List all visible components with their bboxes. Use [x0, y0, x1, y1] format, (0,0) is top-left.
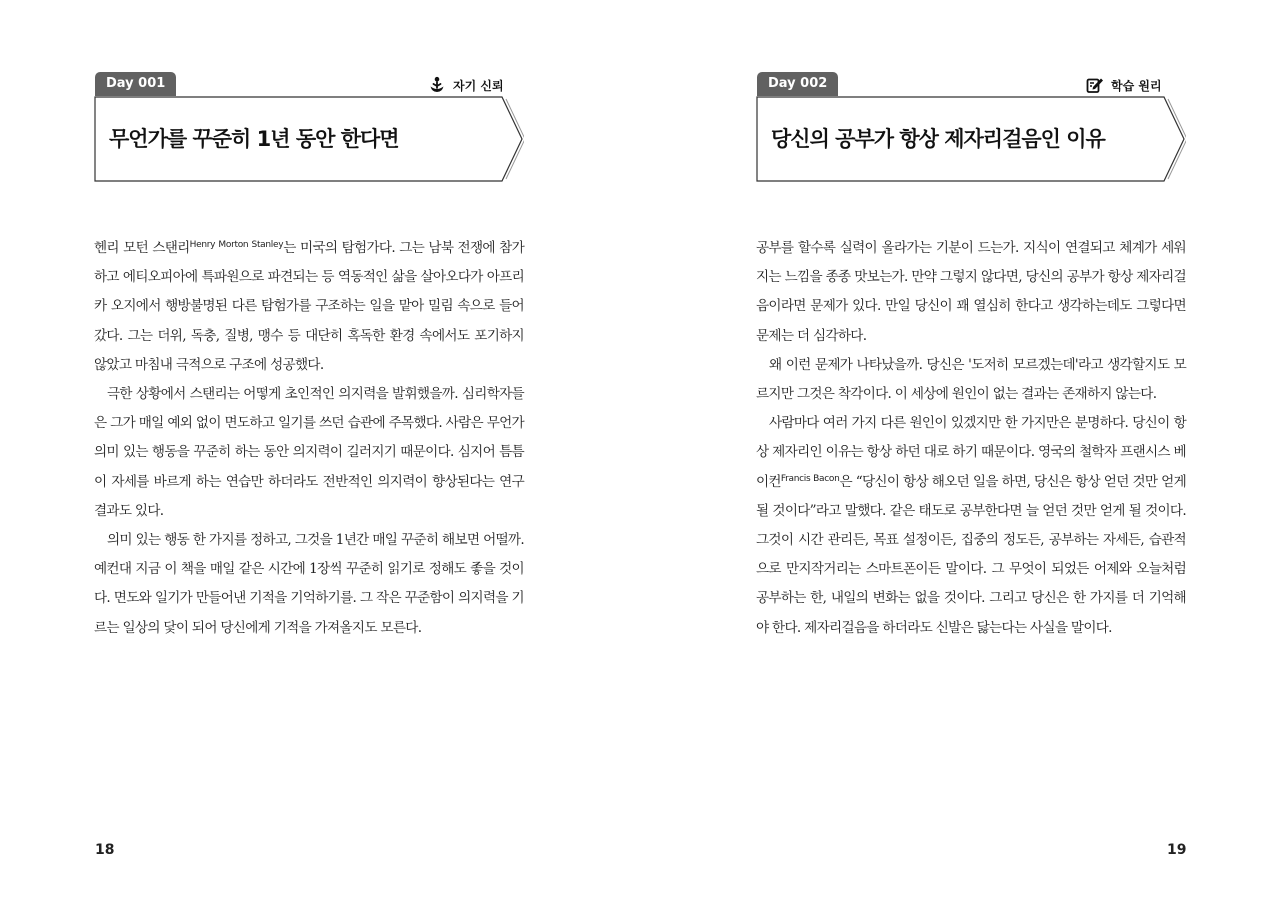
paragraph: [94, 526, 524, 643]
paragraph-text: 은 “당신이 항상 해오던 일을 하면, 당신은 항상 얻던 것만 얻게 될 것이다”라고 말했다. 같은 태도로 공부한다면 늘 얻던 것만 얻게 될 것이다. 그것이 시간 관리든, 목표 설정이든, 집중의 정도든, 공부하는 자세든, 습관적으로 만지작거리는 스마트폰이든 말이다. 그 무엇이 되었든 어제와 오늘처럼 공부하는 한, 내일의 변화는 없을 것이다. 그리고 당신은 한 가지를 더 기억해야 한다. 제자리걸음을 하더라도 신발은 닳는다는 사실을 말이다.: [756, 473, 1187, 636]
paragraph-text: 극한 상황에서 스탠리는 어떻게 초인적인 의지력을 발휘했을까. 심리학자들은 그가 매일 예외 없이 면도하고 일기를 쓰던 습관에 주목했다. 사람은 무언가 의미 있는 행동을 꾸준히 하는 동안 의지력이 길러지기 때문이다. 심지어 틈틈이 자세를 바르게 하는 연습만 하더라도 전반적인 의지력이 향상된다는 연구 결과도 있다.: [94, 386, 524, 519]
title-box: [756, 96, 1186, 182]
paragraph-text: 사람마다 여러 가지 다른 원인이 있겠지만 한 가지만은 분명하다. 당신이 항상 제자리인 이유는 항상 하던 대로 하기 때문이다. 영국의 철학자 프랜시스 베이컨: [756, 415, 1186, 490]
category-label: 자기 신뢰: [453, 78, 504, 93]
paragraph: [756, 409, 1186, 643]
paragraph-text: 는 미국의 탐험가다. 그는 남북 전쟁에 참가하고 에티오피아에 특파원으로 파견되는 등 역동적인 삶을 살아오다가 아프리카 오지에서 행방불명된 다른 탐험가를 구조하는 일을 맡아 밀림 속으로 들어갔다. 그는 더위, 독충, 질병, 맹수 등 대단히 혹독한 환경 속에서도 포기하지 않았고 마침내 극적으로 구조에 성공했다.: [94, 240, 525, 373]
original-name-superscript: Henry Morton Stanley: [189, 240, 284, 250]
page-number: 19: [1167, 842, 1187, 858]
paragraph-text: 공부를 할수록 실력이 올라가는 기분이 드는가. 지식이 연결되고 체계가 세워지는 느낌을 종종 맛보는가. 만약 그렇지 않다면, 당신의 공부가 항상 제자리걸음이라면 문제가 있다. 만일 당신이 꽤 열심히 한다고 생각하는데도 그렇다면 문제는 더 심각하다.: [756, 240, 1186, 344]
paragraph: [94, 380, 524, 526]
body-text: [756, 234, 1186, 643]
paragraph-text: 헨리 모턴 스탠리: [94, 240, 190, 256]
paragraph-text: 의미 있는 행동 한 가지를 정하고, 그것을 1년간 매일 꾸준히 해보면 어떨까. 예컨대 지금 이 책을 매일 같은 시간에 1장씩 꾸준히 읽기로 정해도 좋을 것이다. 면도와 일기가 만들어낸 기적을 기억하기를. 그 작은 꾸준함이 의지력을 기르는 일상의 닻이 되어 당신에게 기적을 가져올지도 모른다.: [94, 532, 524, 636]
day-label: Day 001: [95, 72, 176, 96]
category-header: [428, 74, 504, 96]
paragraph: [94, 234, 524, 380]
page-number: 18: [95, 842, 115, 858]
person-lotus-icon: [428, 76, 446, 94]
day-label: Day 002: [757, 72, 838, 96]
original-name-superscript: Francis Bacon: [780, 473, 840, 484]
paragraph: [756, 351, 1186, 409]
paragraph-text: 왜 이런 문제가 나타났을까. 당신은 '도저히 모르겠는데'라고 생각할지도 모르지만 그것은 착각이다. 이 세상에 원인이 없는 결과는 존재하지 않는다.: [756, 356, 1186, 403]
right-page: [640, 0, 1280, 916]
category-header: [1086, 74, 1162, 96]
pencil-note-icon: [1086, 76, 1104, 94]
title-box: [94, 96, 524, 182]
body-text: [94, 234, 524, 643]
paragraph: [756, 234, 1186, 351]
category-label: 학습 원리: [1111, 78, 1162, 93]
chapter-title: 당신의 공부가 항상 제자리걸음인 이유: [771, 127, 1105, 151]
chapter-title: 무언가를 꾸준히 1년 동안 한다면: [109, 127, 399, 151]
